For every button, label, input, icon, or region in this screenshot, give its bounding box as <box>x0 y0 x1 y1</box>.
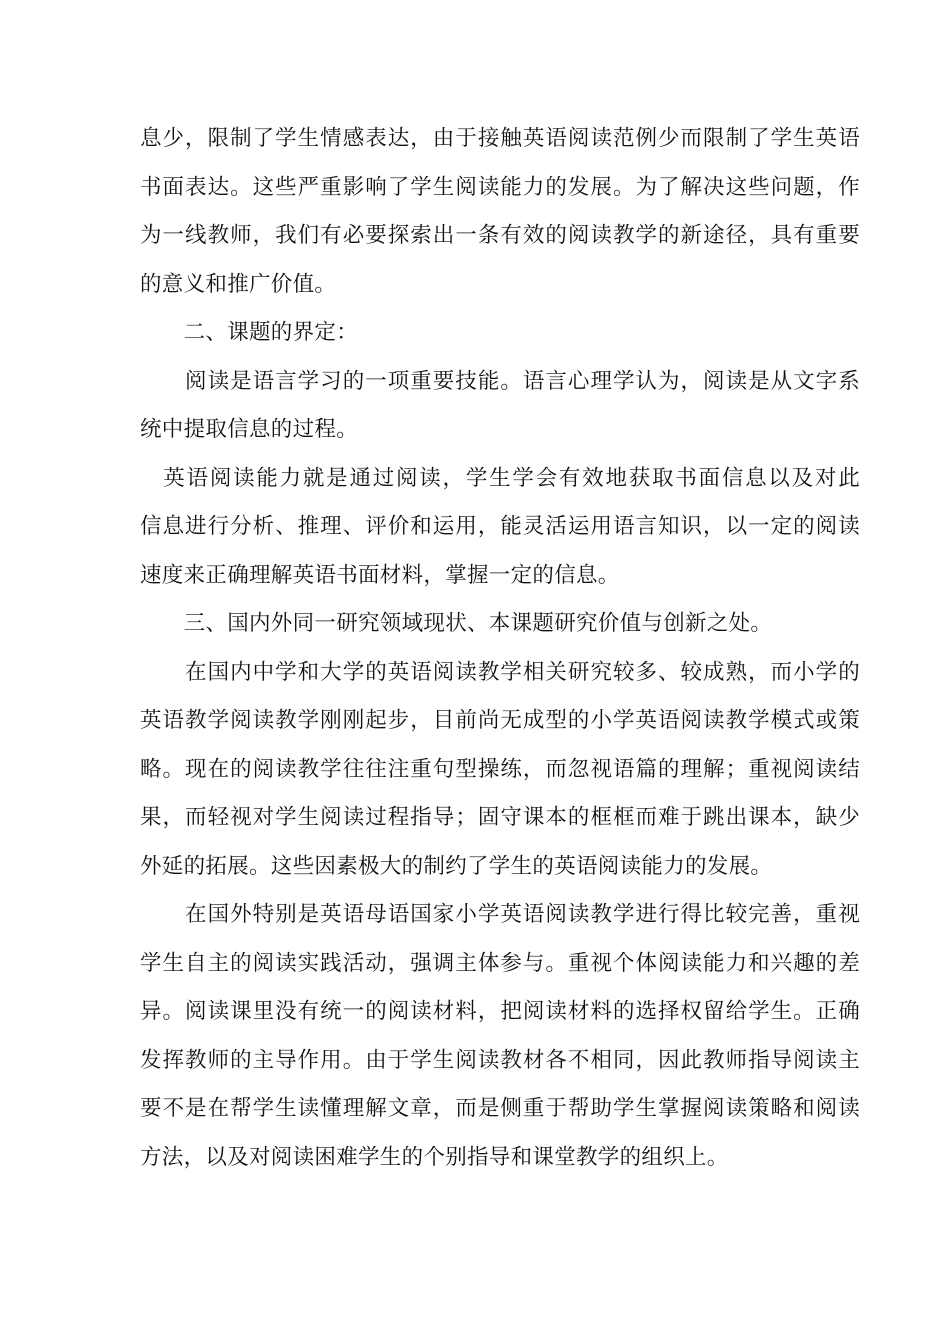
text-line: 略。现在的阅读教学往往注重句型操练，而忽视语篇的理解；重视阅读结 <box>140 756 860 782</box>
text-line: 为一线教师，我们有必要探索出一条有效的阅读教学的新途径，具有重要 <box>140 223 860 248</box>
text-line: 异。阅读课里没有统一的阅读材料，把阅读材料的选择权留给学生。正确 <box>140 999 860 1024</box>
text-line: 方法，以及对阅读困难学生的个别指导和课堂教学的组织上。 <box>140 1144 729 1170</box>
section-heading-3 <box>140 600 860 649</box>
text-line: 信息进行分析、推理、评价和运用，能灵活运用语言知识，以一定的阅读 <box>140 514 860 539</box>
text-line: 的意义和推广价值。 <box>140 271 337 297</box>
text-line: 英语教学阅读教学刚刚起步，目前尚无成型的小学英语阅读教学模式或策 <box>140 708 860 733</box>
document-page <box>140 115 860 1182</box>
text-line: 速度来正确理解英语书面材料，掌握一定的信息。 <box>140 562 620 588</box>
section-heading-2 <box>140 309 860 358</box>
text-line: 英语阅读能力就是通过阅读，学生学会有效地获取书面信息以及对此 <box>140 465 860 491</box>
paragraph-intro-continuation <box>140 115 860 309</box>
text-line: 息少，限制了学生情感表达，由于接触英语阅读范例少而限制了学生英语 <box>140 126 860 151</box>
heading-text: 三、国内外同一研究领域现状、本课题研究价值与创新之处。 <box>140 611 773 636</box>
paragraph-foreign-research <box>140 891 860 1182</box>
paragraph-domestic-research <box>140 649 860 892</box>
text-line: 外延的拓展。这些因素极大的制约了学生的英语阅读能力的发展。 <box>140 853 773 879</box>
text-line: 发挥教师的主导作用。由于学生阅读教材各不相同，因此教师指导阅读主 <box>140 1047 860 1073</box>
paragraph-reading-definition <box>140 358 860 455</box>
text-line: 阅读是语言学习的一项重要技能。语言心理学认为，阅读是从文字系 <box>140 368 860 394</box>
text-line: 果，而轻视对学生阅读过程指导；固守课本的框框而难于跳出课本，缺少 <box>140 805 860 830</box>
paragraph-reading-ability <box>140 455 860 601</box>
heading-text: 二、课题的界定： <box>140 320 359 345</box>
text-line: 统中提取信息的过程。 <box>140 417 359 442</box>
text-line: 要不是在帮学生读懂理解文章，而是侧重于帮助学生掌握阅读策略和阅读 <box>140 1096 860 1121</box>
text-line: 在国外特别是英语母语国家小学英语阅读教学进行得比较完善，重视 <box>140 902 860 927</box>
text-line: 在国内中学和大学的英语阅读教学相关研究较多、较成熟，而小学的 <box>140 659 860 685</box>
text-line: 书面表达。这些严重影响了学生阅读能力的发展。为了解决这些问题，作 <box>140 174 860 200</box>
text-line: 学生自主的阅读实践活动，强调主体参与。重视个体阅读能力和兴趣的差 <box>140 950 860 976</box>
